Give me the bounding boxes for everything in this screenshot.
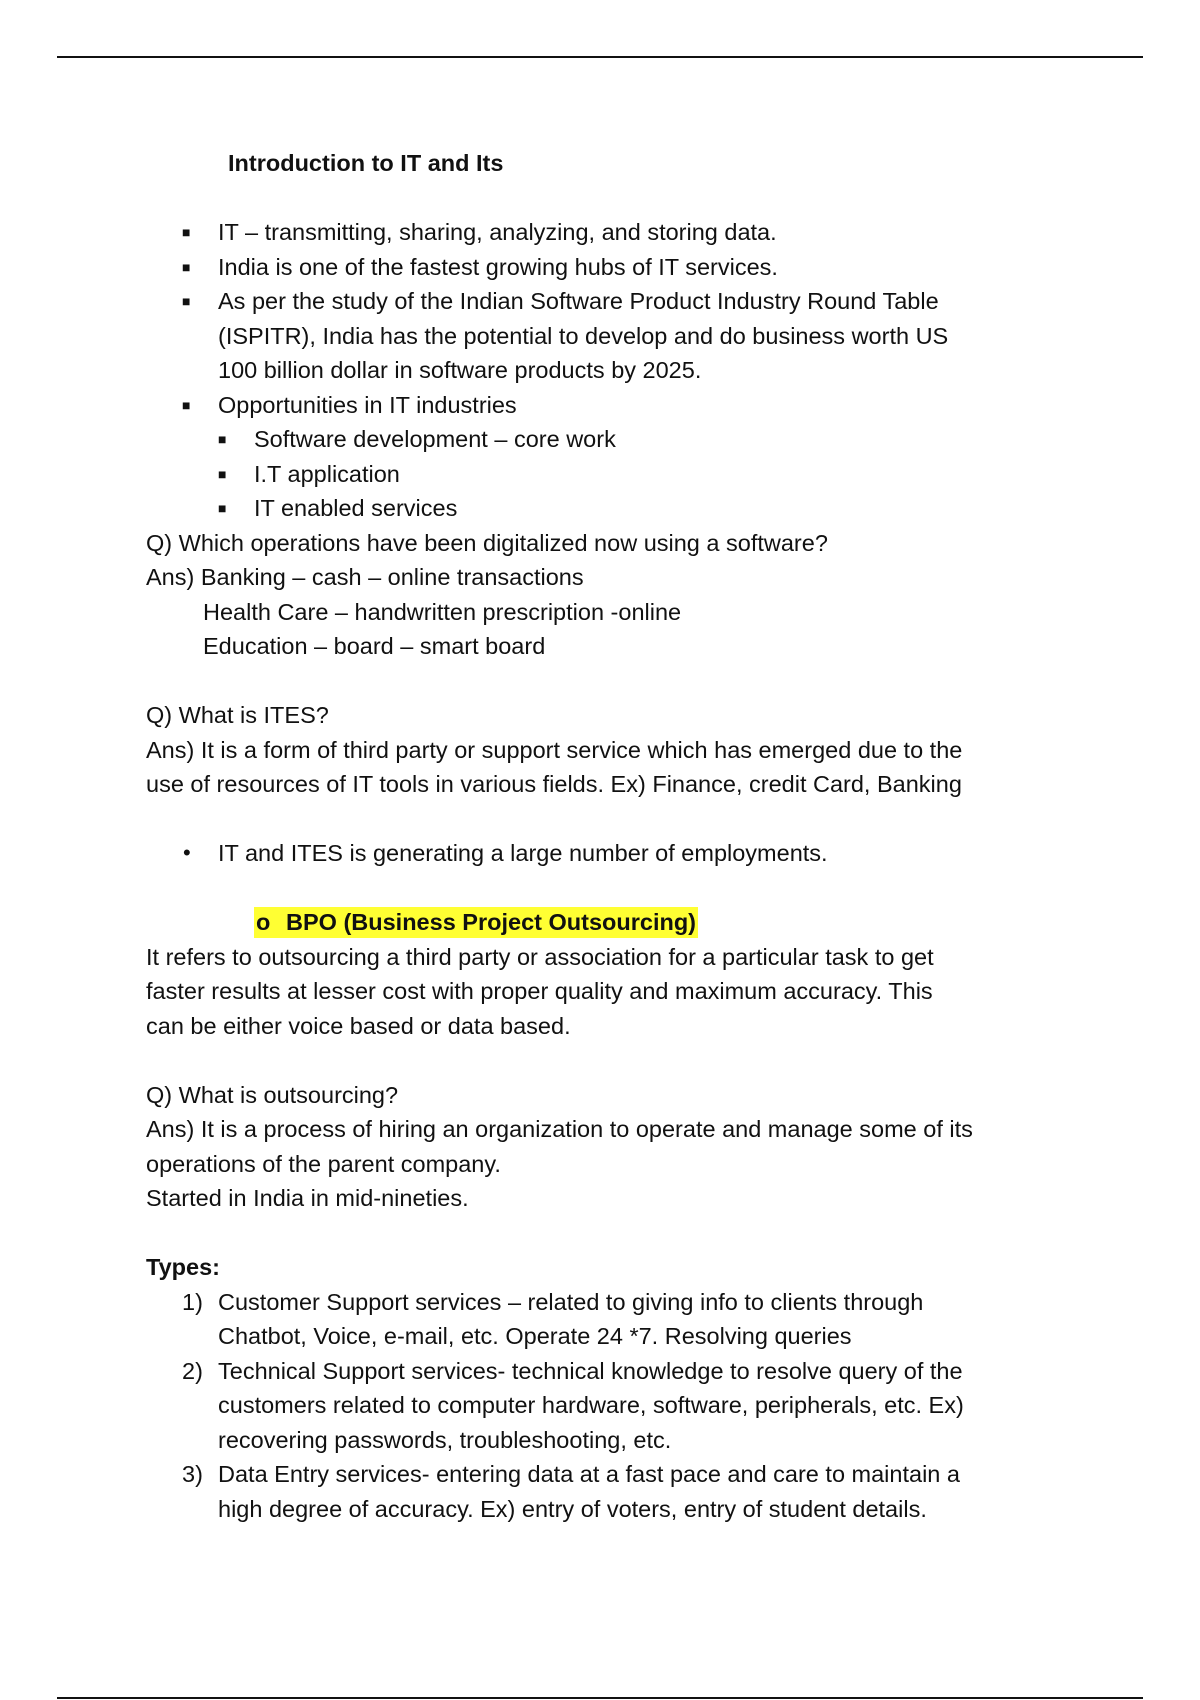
square-bullet-icon: ■ [218,500,227,516]
question: Q) What is outsourcing? [146,1081,399,1108]
square-bullet-icon: ■ [182,396,191,413]
list-item: ■ As per the study of the Indian Software Product Industry Round Table [146,284,1066,319]
spacer [146,1043,1066,1078]
answer-line: Ans) It is a process of hiring an organization to operate and manage some of its [146,1116,973,1142]
sub-list-item: ■ Software development – core work [146,422,1066,457]
square-bullet-icon: ■ [218,465,227,482]
paragraph-line: can be either voice based or data based. [146,1012,571,1039]
numbered-item: 2) Technical Support services- technical knowledge to resolve query of the [182,1357,963,1384]
round-bullet-icon: • [183,840,191,865]
paragraph-line: It refers to outsourcing a third party or association for a particular task to get [146,943,934,970]
list-item-continuation: 100 billion dollar in software products by 2025. [218,357,702,383]
list-item-continuation: (ISPITR), India has the potential to develop and do business worth US [218,322,949,349]
numbered-item: 1) Customer Support services – related to giving info to clients through [182,1288,924,1315]
answer-line: Health Care – handwritten prescription -online [203,598,682,625]
question: Q) Which operations have been digitalized now using a software? [146,529,828,556]
list-item: ■ Opportunities in IT industries [146,388,1066,423]
bpo-heading [146,905,1066,940]
spacer [146,664,1066,699]
list-item: • IT and ITES is generating a large number of employments. [146,836,1066,871]
numbered-item-continuation: high degree of accuracy. Ex) entry of voters, entry of student details. [218,1495,927,1522]
list-item: ■ India is one of the fastest growing hubs of IT services. [146,250,1066,285]
answer-line: use of resources of IT tools in various fields. Ex) Finance, credit Card, Banking [146,771,962,797]
numbered-item-continuation: Chatbot, Voice, e-mail, etc. Operate 24 *7. Resolving queries [218,1323,852,1349]
numbered-item-continuation: customers related to computer hardware, software, peripherals, etc. Ex) [218,1392,964,1418]
header-rule [57,56,1143,58]
answer-line: Education – board – smart board [203,633,546,659]
question: Q) What is ITES? [146,702,329,728]
footer-rule [57,1697,1143,1699]
numbered-item: 3) Data Entry services- entering data at a fast pace and care to maintain a [182,1461,960,1487]
square-bullet-icon: ■ [182,258,191,275]
bpo-heading-text: BPO (Business Project Outsourcing) [286,909,697,935]
spacer [146,181,1066,216]
sub-list-item: ■ IT enabled services [146,491,1066,526]
answer: Ans) Banking – cash – online transactions [146,564,584,590]
numbered-item-continuation: recovering passwords, troubleshooting, etc. [218,1426,672,1453]
answer-line: Ans) It is a form of third party or support service which has emerged due to the [146,736,963,763]
square-bullet-icon: ■ [218,431,227,447]
circle-bullet-icon: o [256,909,271,935]
document-body [146,146,1066,1526]
spacer [146,1216,1066,1251]
list-item: ■ IT – transmitting, sharing, analyzing, and storing data. [146,215,1066,250]
spacer [146,802,1066,837]
answer-line: Started in India in mid-nineties. [146,1185,469,1211]
square-bullet-icon: ■ [182,293,191,309]
page-title: Introduction to IT and Its [228,150,504,176]
answer-line: operations of the parent company. [146,1150,501,1177]
spacer [146,871,1066,906]
paragraph-line: faster results at lesser cost with proper quality and maximum accuracy. This [146,978,933,1004]
types-heading: Types: [146,1254,220,1280]
sub-list-item: ■ I.T application [146,457,1066,492]
square-bullet-icon: ■ [182,224,191,240]
